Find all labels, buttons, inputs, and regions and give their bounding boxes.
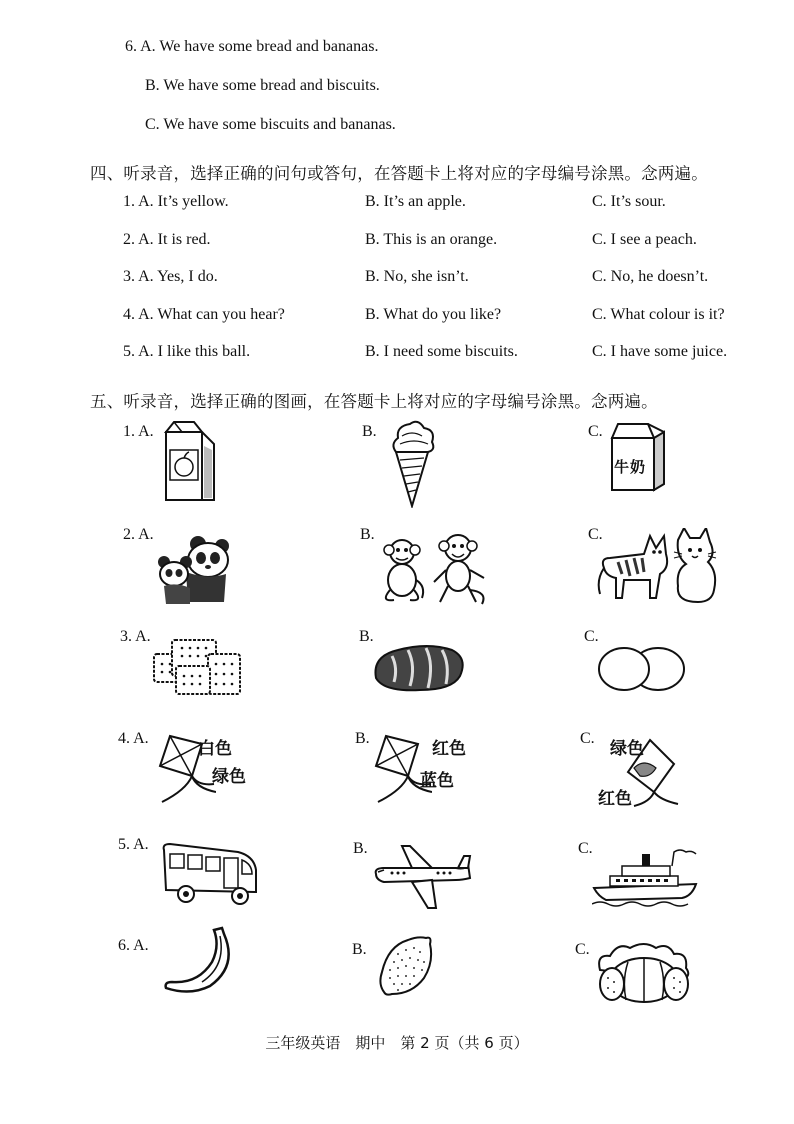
s5-q5-label-c: C. xyxy=(578,840,593,857)
s5-q5-label-a: 5. A. xyxy=(118,836,149,853)
panda-icon xyxy=(156,532,230,606)
s4-q2-option-c: C. I see a peach. xyxy=(592,231,697,248)
banana-icon xyxy=(162,926,238,996)
s4-q4-option-a: 4. A. What can you hear? xyxy=(123,306,285,323)
s5-q3-label-b: B. xyxy=(359,628,374,645)
s5-q4-label-c: C. xyxy=(580,730,595,747)
ice-cream-cone-icon xyxy=(388,418,438,508)
s4-q5-option-c: C. I have some juice. xyxy=(592,343,728,360)
s4-q4-option-b: B. What do you like? xyxy=(365,306,502,323)
kite-c-top-color: 绿色 xyxy=(610,739,644,759)
apple-juice-box-icon xyxy=(160,420,220,504)
s4-q2-option-b: B. This is an orange. xyxy=(365,231,498,248)
s5-q1-label-b: B. xyxy=(362,423,377,440)
s4-q1-option-b: B. It’s an apple. xyxy=(365,193,466,210)
s5-q1-label-a: 1. A. xyxy=(123,423,154,440)
section-4-heading: 四、听录音，选择正确的问句或答句，在答题卡上将对应的字母编号涂黑。念两遍。 xyxy=(90,164,708,183)
lemon-icon xyxy=(378,934,434,998)
s4-q5-option-b: B. I need some biscuits. xyxy=(365,343,518,360)
q6-option-a: 6. A. We have some bread and bananas. xyxy=(125,38,379,55)
bus-icon xyxy=(158,840,262,908)
kite-b-top-color: 红色 xyxy=(432,739,466,759)
bread-icon xyxy=(372,642,466,694)
eggs-icon xyxy=(596,645,688,693)
s5-q6-label-c: C. xyxy=(575,941,590,958)
s5-q4-label-a: 4. A. xyxy=(118,730,149,747)
s5-q1-label-c: C. xyxy=(588,423,603,440)
milk-box-icon xyxy=(608,422,668,492)
page-footer: 三年级英语 期中 第 2 页（共 6 页） xyxy=(265,1034,529,1052)
ship-icon xyxy=(592,846,700,910)
s5-q3-label-a: 3. A. xyxy=(120,628,151,645)
kite-c-bottom-color: 红色 xyxy=(598,789,632,809)
s5-q5-label-b: B. xyxy=(353,840,368,857)
airplane-icon xyxy=(372,840,472,912)
s5-q2-label-b: B. xyxy=(360,526,375,543)
s5-q6-label-b: B. xyxy=(352,941,367,958)
s4-q2-option-a: 2. A. It is red. xyxy=(123,231,211,248)
biscuits-icon xyxy=(152,636,244,698)
s4-q3-option-b: B. No, she isn’t. xyxy=(365,268,469,285)
s4-q4-option-c: C. What colour is it? xyxy=(592,306,725,323)
s5-q3-label-c: C. xyxy=(584,628,599,645)
s5-q6-label-a: 6. A. xyxy=(118,937,149,954)
kite-b-bottom-color: 蓝色 xyxy=(420,771,454,791)
s4-q3-option-a: 3. A. Yes, I do. xyxy=(123,268,218,285)
q6-option-c: C. We have some biscuits and bananas. xyxy=(145,116,396,133)
kite-a-bottom-color: 绿色 xyxy=(212,767,246,787)
s5-q2-label-c: C. xyxy=(588,526,603,543)
s5-q4-label-b: B. xyxy=(355,730,370,747)
s4-q1-option-c: C. It’s sour. xyxy=(592,193,666,210)
kite-a-top-color: 白色 xyxy=(198,739,232,759)
s4-q1-option-a: 1. A. It’s yellow. xyxy=(123,193,229,210)
section-5-heading: 五、听录音，选择正确的图画，在答题卡上将对应的字母编号涂黑。念两遍。 xyxy=(90,392,658,411)
q6-option-b: B. We have some bread and biscuits. xyxy=(145,77,380,94)
s4-q5-option-a: 5. A. I like this ball. xyxy=(123,343,251,360)
milk-box-label: 牛奶 xyxy=(614,458,647,476)
s4-q3-option-c: C. No, he doesn’t. xyxy=(592,268,709,285)
s5-q2-label-a: 2. A. xyxy=(123,526,154,543)
orange-icon xyxy=(596,940,692,1004)
monkey-icon xyxy=(380,530,490,606)
cat-icon xyxy=(596,528,720,604)
